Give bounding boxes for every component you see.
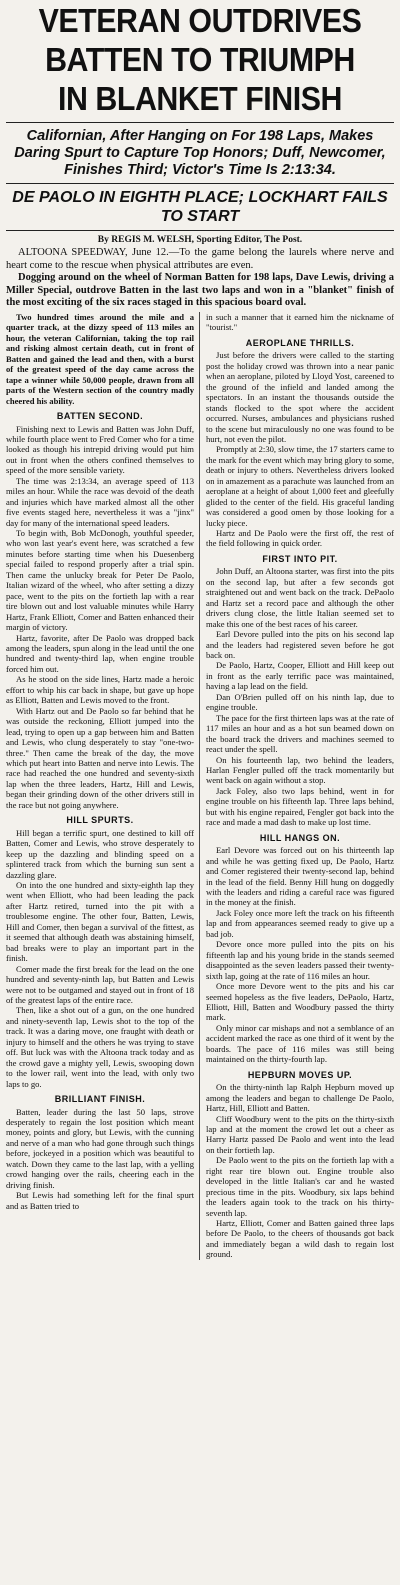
headline-line-3: IN BLANKET FINISH [58, 80, 342, 117]
article-paragraph: Earl Devore pulled into the pits on his second lap and the leaders had registered seven before he got back on. [206, 629, 394, 661]
article-paragraph: Promptly at 2:30, slow time, the 17 starters came to the mark for the event which may bring glory to some, death or injury to others. Nevertheless drivers looked on in amazement as a parachute was launched from an aeroplane at a height of about 1,000 feet and gleefully glided to the center of the field. His graceful landing was considered a good omen by those looking for a lucky piece. [206, 444, 394, 528]
article-paragraph: Cliff Woodbury went to the pits on the thirty-sixth lap and at the moment the crowd let out a cheer as Harry Hartz passed De Paolo and went into the lead on their fortieth lap. [206, 1113, 394, 1155]
article-paragraph: Then, like a shot out of a gun, on the one hundred and ninety-seventh lap, Lewis shot to the top of the track. It was a daring move, one fraught with death or injury to himself and the others he was trying to stave off. But luck was with the Altoona track today and as the crowd gave a mighty yell, Lewis, swooping down to the lower rail, went into the lead, with only two laps to go. [6, 1005, 194, 1089]
section-subhead: AEROPLANE THRILLS. [245, 337, 355, 348]
article-paragraph: To begin with, Bob McDonogh, youthful speeder, who won last year's event here, was scratched a few minutes before starting time when his Duesenberg special failed to respond properly after a trial spin. Then came the unlucky break for Peter De Paolo, Italian wizard of the wheel, who after setting a dizzy pace, went to the pits on the fortieth lap with a rear tire blown out and lost valuable minutes while Harry Hartz, Frank Elliott, Comer and Batten enhanced their margin of victory. [6, 528, 194, 633]
article-paragraph: Hartz, Elliott, Comer and Batten gained three laps before De Paolo, to the cheers of thousands got back and immediately began a wild dash to regain lost ground. [206, 1218, 394, 1260]
headline-line-1: VETERAN OUTDRIVES [38, 2, 362, 39]
article-paragraph: The pace for the first thirteen laps was at the rate of 117 miles an hour and as a hot sun beamed down on the board track the drivers and machines seemed to react under the spell. [206, 712, 394, 755]
divider [6, 183, 394, 184]
article-paragraph: As he stood on the side lines, Hartz made a heroic effort to whip his car back in shape, but gave up hope as Elliott, Batten and Lewis moved to the front. [6, 674, 194, 706]
article-paragraph: Finishing next to Lewis and Batten was John Duff, while fourth place went to Fred Comer who for a time looked as though his intrepid driving would put him out in front when the others confined themselves to speed of the more sensible variety. [6, 423, 194, 476]
left-column [6, 312, 200, 1260]
section-subhead: HILL HANGS ON. [259, 832, 341, 843]
article-paragraph: The time was 2:13:34, an average speed of 113 miles an hour. While the race was devoid of the death and injuries which have marked almost all the other five events staged here, nevertheless it was a "jinx" day for many of the international speed leaders. [6, 475, 194, 528]
article-columns [6, 312, 394, 1260]
article-paragraph: Hartz and De Paolo were the first off, the rest of the field following in quick order. [206, 528, 394, 549]
lead-paragraph: Dogging around on the wheel of Norman Batten for 198 laps, Dave Lewis, driving a Miller Special, outdrove Batten in the last two laps and won in a "blanket" finish of the most exciting of the six races staged in this spacious board oval. [6, 272, 394, 309]
section-subhead: HEPBURN MOVES UP. [247, 1069, 353, 1080]
article-paragraph: John Duff, an Altoona starter, was first into the pits on the second lap, but after a few seconds got straightened out and went back on the track. DePaolo and Hartz set a record pace and although the other drivers clung close, the little Italian seemed set to make this one of the best races of his career. [206, 566, 394, 629]
section-subhead: BATTEN SECOND. [56, 411, 144, 422]
divider [6, 122, 394, 123]
article-paragraph: Two hundred times around the mile and a quarter track, at the dizzy speed of 113 miles an hour, the veteran Californian, taking the top rail and risking almost certain death, cut in front of Batten and gained the lead and then, with a burst of the greatest speed of the day came across the tape a winner while 50,000 people, drawn from all parts of the Western section of the country madly cheered his ability. [6, 311, 194, 406]
article-paragraph: Jack Foley, also two laps behind, went in for engine trouble on his fifteenth lap. Three laps behind, but with his engine repaired, Fengler got back into the race and made a mad dash to make up lost time. [206, 785, 394, 828]
article-paragraph: But Lewis had something left for the final spurt and as Batten tried to [6, 1190, 194, 1211]
article-paragraph: De Paolo went to the pits on the fortieth lap with a right rear tire blown out. Engine trouble also developed in the little Italian's car and he wasted precious time in the pits. Woodbury, six laps behind the leaders again took to the track on his thirty-seventh lap. [206, 1155, 394, 1218]
article-paragraph: Dan O'Brien pulled off on his ninth lap, due to engine trouble. [206, 691, 394, 713]
article-paragraph: Comer made the first break for the lead on the one hundred and seventy-ninth lap, but Batten and Lewis were not to be outgamed and stayed out in front of 18 of the greatest laps of the entire race. [6, 963, 194, 1005]
article-paragraph: On the thirty-ninth lap Ralph Hepburn moved up among the leaders and began to challenge De Paolo, Hartz, Hill, Elliott and Batten. [206, 1082, 394, 1114]
article-paragraph: Earl Devore was forced out on his thirteenth lap and while he was getting fixed up, De Paolo, Hartz and Comer registered their twenty-second lap, behind in the lead of the field. Benny Hill hung on doggedly with the leaders and riding a careful race was figured in the money at the finish. [206, 845, 394, 908]
article-paragraph: On into the one hundred and sixty-eighth lap they went when Elliott, who had been leading the pack after Hartz retired, turned into the pit with a troublesome engine. The other four, Batten, Lewis, Hill and Comer, then began a survival of the fittest, as it seemed that although death was abstaining himself, bad breaks were to play an important part in the finish. [6, 879, 194, 964]
article-paragraph: Devore once more pulled into the pits on his fifteenth lap and his young bride in the stands seemed disappointed as the seven leaders passed their twenty-sixth lap, going at the rate of 116 miles an hour. [206, 939, 394, 981]
article-paragraph: On his fourteenth lap, two behind the leaders, Harlan Fengler pulled off the track momentarily but went back on again without a stop. [206, 754, 394, 786]
article-paragraph: Only minor car mishaps and not a semblance of an accident marked the race as one third of it went by the boards. The pace of 116 miles was still being maintained on the thirty-fourth lap. [206, 1022, 394, 1065]
article-paragraph: Jack Foley once more left the track on his fifteenth lap and from appearances seemed ready to give up a bad job. [206, 907, 394, 939]
deck: Californian, After Hanging on For 198 Laps, Makes Daring Spurt to Capture Top Honors; Duff, Newcomer, Finishes Third; Victor's Time Is 2:13:34. [14, 128, 386, 178]
article-paragraph: Just before the drivers were called to the starting post the holiday crowd was thrown into a near panic when an aeroplane, piloted by Lloyd Yost, careened to the ground of the infield and landed among the spectators. In an instant the thousands outside the stands flocked to the spot where the accident occurred. Nurses, ambulances and physicians rushed to the scene but miraculously no one was found to be hurt, not even the pilot. [206, 350, 394, 444]
right-column [206, 312, 394, 1260]
subheadline: DE PAOLO IN EIGHTH PLACE; LOCKHART FAILS TO START [12, 189, 388, 225]
article-paragraph: Once more Devore went to the pits and his car seemed hopeless as the five leaders, DePaolo, Hartz, Elliott, Hill, Batten and Woodbury passed the thirty mark. [206, 981, 394, 1023]
section-subhead: HILL SPURTS. [66, 815, 134, 826]
article-paragraph: With Hartz out and De Paolo so far behind that he was outside the reckoning, Elliott jumped into the lead, trying to open up a gap between him and Batten and Lewis, who clung desperately to stay "one-two-three." Then came the break of the day, the move which put heart into Batten and nerve into Lewis. The race had reached the one hundred and seventy-sixth lap when the three leaders, Hartz, Hill and Lewis, began their grinding down of the other drivers still in the race but not going anywhere. [6, 705, 194, 810]
headline-block [6, 0, 394, 117]
article-paragraph: Hill began a terrific spurt, one destined to kill off Batten, Comer and Lewis, who strove desperately to keep up the dazzling and blinding speed on a splintered track from which the burning sun sent a dazzling glare. [6, 827, 194, 880]
article-paragraph: De Paolo, Hartz, Cooper, Elliott and Hill keep out in front as the early terrific pace was maintained, having a lap lead on the field. [206, 660, 394, 692]
lead-paragraph: ALTOONA SPEEDWAY, June 12.—To the game belong the laurels where nerve and heart come to the rescue when physical attributes are even. [6, 247, 394, 271]
headline-line-2: BATTEN TO TRIUMPH [45, 41, 355, 78]
section-subhead: FIRST INTO PIT. [262, 553, 338, 564]
article-paragraph: Batten, leader during the last 50 laps, strove desperately to regain the lost position which meant money, points and glory, but Lewis, with the cunning and nerve of a man who had gone through such things before, jockeyed in a position which was beautiful to watch. Down they came to the last lap, with a yelling crowd hanging over the rails, cheering each in the driving finish. [6, 1106, 194, 1190]
section-subhead: BRILLIANT FINISH. [54, 1094, 146, 1105]
byline: By REGIS M. WELSH, Sporting Editor, The Post. [97, 235, 303, 245]
article-paragraph: in such a manner that it earned him the nickname of "tourist." [206, 311, 394, 333]
article-paragraph: Hartz, favorite, after De Paolo was dropped back among the leaders, spun along in the lead until the one hundred and twenty-third lap, when engine trouble forced him out. [6, 632, 194, 674]
divider [6, 230, 394, 231]
